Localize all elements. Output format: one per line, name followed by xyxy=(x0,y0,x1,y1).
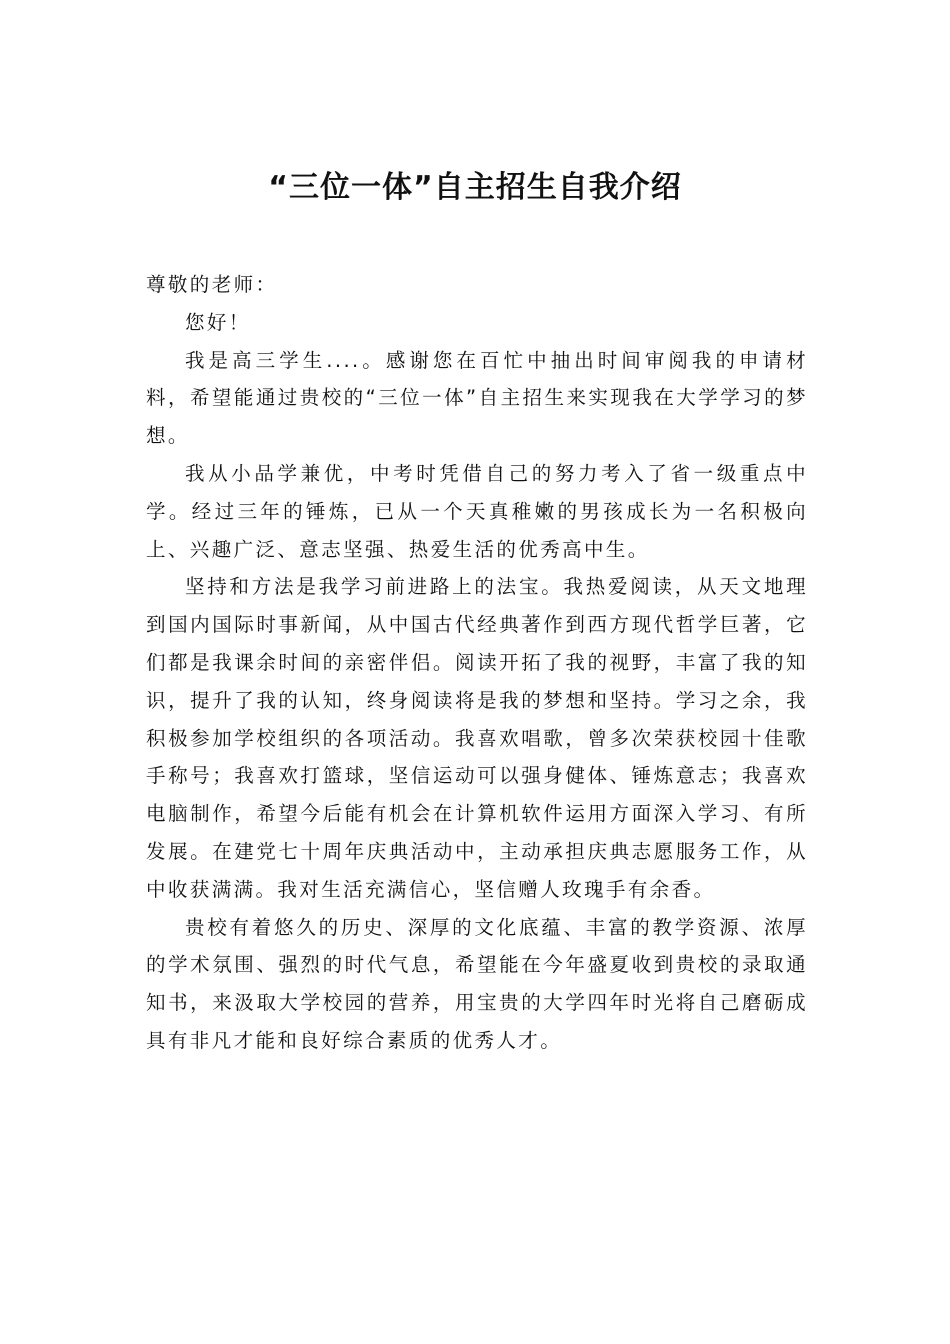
paragraph-closing: 贵校有着悠久的历史、深厚的文化底蕴、丰富的教学资源、浓厚的学术氛围、强烈的时代气息，希望能在今年盛夏收到贵校的录取通知书，来汲取大学校园的营养，用宝贵的大学四年时光将自己磨砺成具有非凡才能和良好综合素质的优秀人才。 xyxy=(146,915,808,1052)
paragraph-background: 我从小品学兼优，中考时凭借自己的努力考入了省一级重点中学。经过三年的锤炼，已从一个天真稚嫩的男孩成长为一名积极向上、兴趣广泛、意志坚强、热爱生活的优秀高中生。 xyxy=(146,461,808,561)
greeting: 您好！ xyxy=(185,310,251,334)
document-title: “三位一体”自主招生自我介绍 xyxy=(268,170,682,205)
paragraph-interests: 坚持和方法是我学习前进路上的法宝。我热爱阅读，从天文地理到国内国际时事新闻，从中国古代经典著作到西方现代哲学巨著，它们都是我课余时间的亲密伴侣。阅读开拓了我的视野，丰富了我的知识，提升了我的认知，终身阅读将是我的梦想和坚持。学习之余，我积极参加学校组织的各项活动。我喜欢唱歌，曾多次荣获校园十佳歌手称号；我喜欢打篮球，坚信运动可以强身健体、锤炼意志；我喜欢电脑制作，希望今后能有机会在计算机软件运用方面深入学习、有所发展。在建党七十周年庆典活动中，主动承担庆典志愿服务工作，从中收获满满。我对生活充满信心，坚信赠人玫瑰手有余香。 xyxy=(146,575,808,901)
document-body xyxy=(146,266,808,1060)
salutation: 尊敬的老师： xyxy=(146,273,278,296)
paragraph-intro: 我是高三学生....。感谢您在百忙中抽出时间审阅我的申请材料，希望能通过贵校的“三位一体”自主招生来实现我在大学学习的梦想。 xyxy=(146,348,808,448)
